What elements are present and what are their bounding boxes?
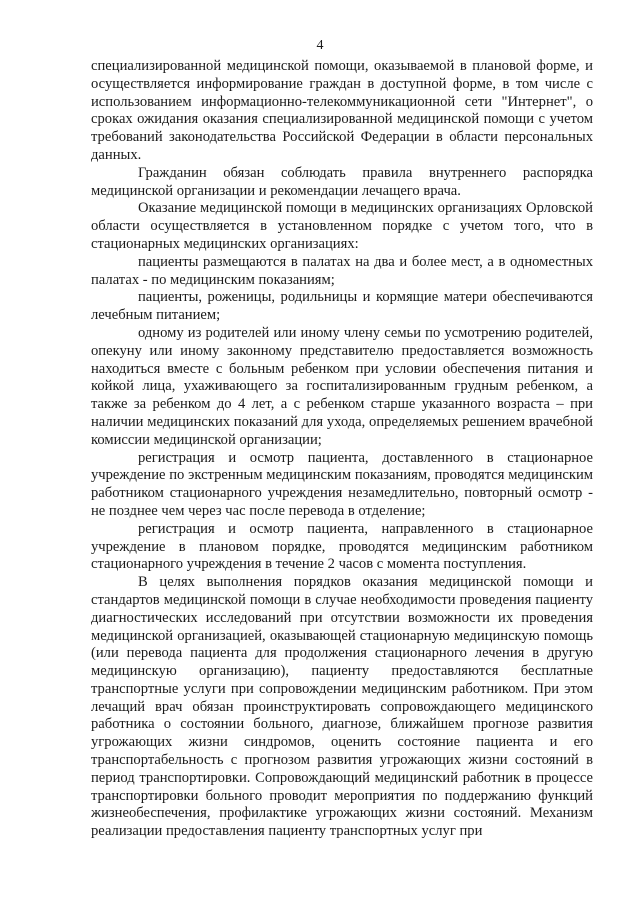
paragraph-8: регистрация и осмотр пациента, направленного в стационарное учреждение в плановом порядке, проводятся медицинским работником стационарного учреждения в течение 2 часов с момента поступления. xyxy=(91,520,593,573)
page-number: 4 xyxy=(316,38,324,53)
paragraph-9: В целях выполнения порядков оказания медицинской помощи и стандартов медицинской помощи в случае необходимости проведения пациенту диагностических исследований при отсутствии возможности их проведения медицинской организацией, оказывающей стационарную медицинскую помощь (или перевода пациента для продолжения стационарного лечения в другую медицинскую организацию), пациенту предоставляются бесплатные транспортные услуги при сопровождении медицинским работником. При этом лечащий врач обязан проинструктировать сопровождающего медицинского работника о состоянии больного, диагнозе, ближайшем прогнозе развития угрожающих жизни синдромов, оценить состояние пациента и его транспортабельность с прогнозом развития угрожающих жизни состояний в период транспортировки. Сопровождающий медицинский работник в процессе транспортировки больного проводит мероприятия по поддержанию функций жизнеобеспечения, профилактике угрожающих жизни состояний. Механизм реализации предоставления пациенту транспортных услуг при xyxy=(91,574,593,840)
paragraph-6: одному из родителей или иному члену семьи по усмотрению родителей, опекуну или иному законному представителю предоставляется возможность находиться вместе с больным ребенком при условии обеспечения питания и койкой лица, ухаживающего за госпитализированным грудным ребенком, а также за ребенком до 4 лет, а с ребенком старше указанного возраста – при наличии медицинских показаний для ухода, определяемых решением врачебной комиссии медицинской организации; xyxy=(91,324,593,448)
paragraph-2: Гражданин обязан соблюдать правила внутреннего распорядка медицинской организации и рекомендации лечащего врача. xyxy=(91,164,593,199)
paragraph-1: специализированной медицинской помощи, оказываемой в плановой форме, и осуществляется информирование граждан в доступной форме, в том числе с использованием информационно-телекоммуникационной сети "Интернет", о сроках ожидания оказания специализированной медицинской помощи с учетом требований законодательства Российской Федерации в области персональных данных. xyxy=(91,58,593,163)
paragraph-3: Оказание медицинской помощи в медицинских организациях Орловской области осуществляется в установленном порядке с учетом того, что в стационарных медицинских организациях: xyxy=(91,200,593,252)
paragraph-4: пациенты размещаются в палатах на два и более мест, а в одноместных палатах - по медицинским показаниям; xyxy=(91,253,593,288)
paragraph-5: пациенты, роженицы, родильницы и кормящие матери обеспечиваются лечебным питанием; xyxy=(91,289,593,324)
document-body xyxy=(91,58,593,841)
paragraph-7: регистрация и осмотр пациента, доставленного в стационарное учреждение по экстренным медицинским показаниям, проводятся медицинским работником стационарного учреждения незамедлительно, повторный осмотр - не позднее чем через час после перевода в отделение; xyxy=(91,449,593,519)
